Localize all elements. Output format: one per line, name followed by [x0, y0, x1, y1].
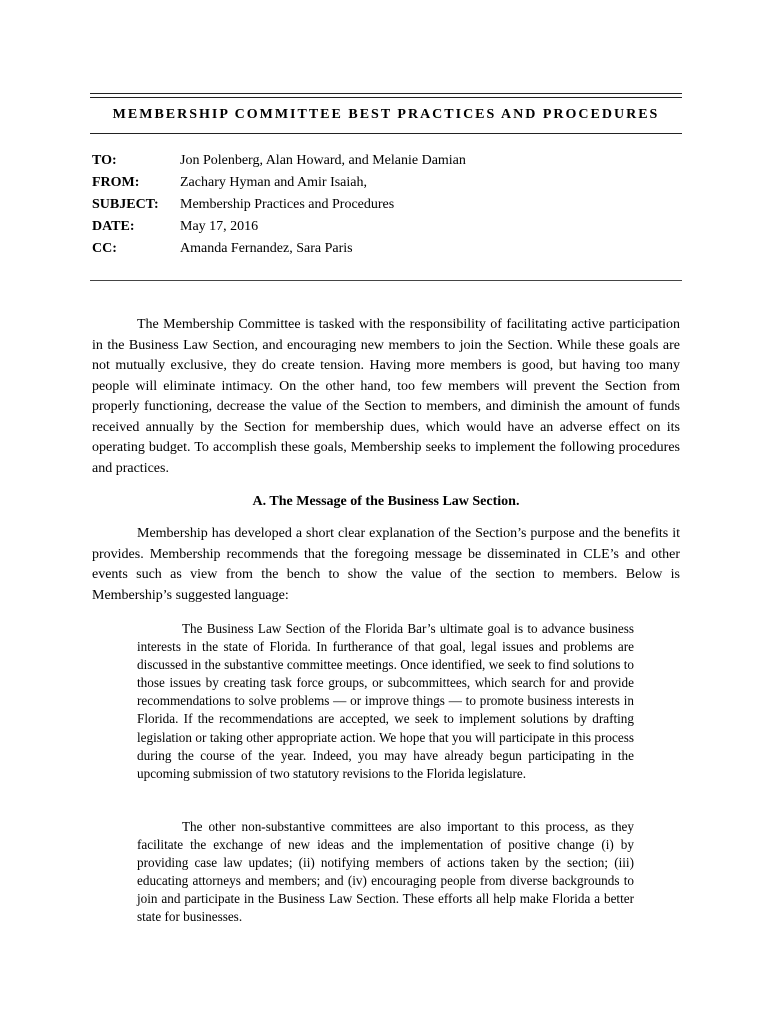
memo-label-from: FROM: [92, 175, 140, 190]
suggested-language-paragraph-2: The other non-substantive committees are also important to this process, as they facilitate the exchange of new ideas and the implementation of positive change (i) by providing case law updates; (ii) notifying members of actions taken by the section; (iii) educating attorneys and members; and (iv) encouraging people from diverse backgrounds to join and participate in the Business Law Section. These efforts all help make Florida a better state for businesses. [137, 819, 634, 925]
header-rule-top [90, 93, 682, 94]
document-title: MEMBERSHIP COMMITTEE BEST PRACTICES AND PROCEDURES [112, 107, 660, 122]
suggested-language-paragraph-1: The Business Law Section of the Florida Bar’s ultimate goal is to advance business interests in the state of Florida. In furtherance of that goal, legal issues and problems are discussed in the substantive committee meetings. Once identified, we seek to find solutions to those issues by creating task force groups, or subcommittees, which search for and provide recommendations to solve problems — or improve things — to promote business interests in Florida. If the recommendations are accepted, we seek to implement solutions by drafting legislation or taking other appropriate action. We hope that you will participate in this process during the course of the year. Indeed, you may have already begun participating in the upcoming submission of two statutory revisions to the Florida legislature. [137, 621, 634, 781]
header-rule-bottom [90, 133, 682, 134]
message-paragraph: Membership has developed a short clear explanation of the Section’s purpose and the benefits it provides. Membership recommends that the foregoing message be disseminated in CLE’s and other events such as view from the bench to show the value of the section to members. Below is Membership’s suggested language: [92, 526, 680, 603]
memo-header [92, 150, 466, 260]
memo-row-subject [92, 194, 466, 216]
memo-value-to: Jon Polenberg, Alan Howard, and Melanie Damian [180, 153, 466, 168]
memo-label-subject: SUBJECT: [92, 197, 159, 212]
memo-divider [90, 280, 682, 281]
memo-value-from: Zachary Hyman and Amir Isaiah, [180, 175, 367, 190]
memo-row-date [92, 216, 466, 238]
memo-row-from [92, 172, 466, 194]
memo-value-cc: Amanda Fernandez, Sara Paris [180, 241, 353, 256]
memo-value-date: May 17, 2016 [180, 219, 259, 234]
memo-label-cc: CC: [92, 241, 117, 256]
memo-row-cc [92, 238, 466, 260]
section-heading: A. The Message of the Business Law Section. [252, 494, 520, 509]
memo-label-to: TO: [92, 153, 117, 168]
intro-paragraph: The Membership Committee is tasked with the responsibility of facilitating active participation in the Business Law Section, and encouraging new members to join the Section. While these goals are not mutually exclusive, they do create tension. Having more members is good, but having too many people will eliminate intimacy. On the other hand, too few members will prevent the Section from properly functioning, decrease the value of the Section to members, and diminish the amount of funds received annually by the Section for membership dues, which would have an adverse effect on its operating budget. To accomplish these goals, Membership seeks to implement the following procedures and practices. [92, 317, 680, 476]
memo-value-subject: Membership Practices and Procedures [180, 197, 395, 212]
header-rule-top-double [90, 97, 682, 98]
memo-label-date: DATE: [92, 219, 135, 234]
memo-row-to [92, 150, 466, 172]
